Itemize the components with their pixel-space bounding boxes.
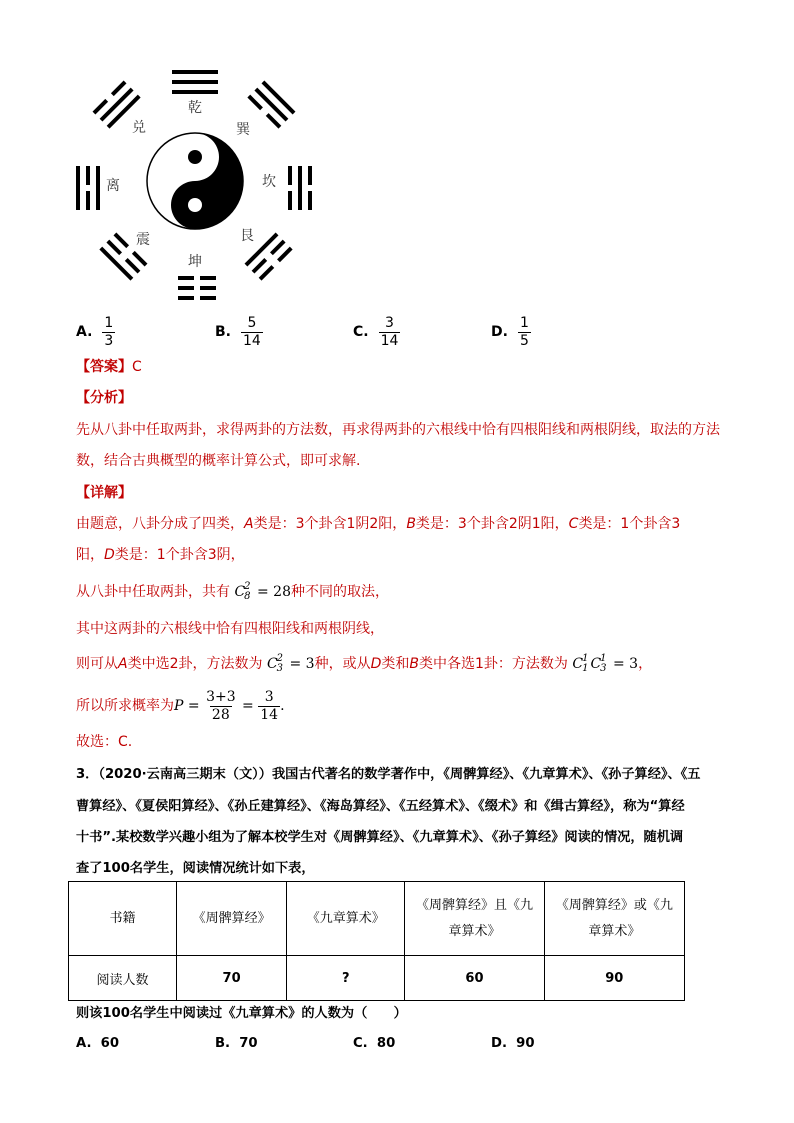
probability-formula: P = $\frac{3+3}{28}$ = $\frac{3}{14}$ .: [174, 688, 285, 723]
table-cell: 阅读人数: [69, 956, 177, 1001]
table-header-cell: 《周髀算经》且《九 章算术》: [405, 882, 544, 956]
fraction: $\frac{1}{5}$: [519, 314, 529, 349]
reading-stats-table: [68, 881, 685, 1001]
q3-line-4: 查了100名学生，阅读情况统计如下表，: [76, 861, 315, 876]
label-zhen: 震: [136, 232, 150, 248]
detail-line-6: 所以所求概率为 P = $\frac{3+3}{28}$ = $\frac{3}{14}$ .: [76, 688, 285, 723]
table-header-cell: 《周髀算经》: [176, 882, 286, 956]
label-kan: 坎: [262, 174, 276, 190]
table-header-cell: 《九章算术》: [287, 882, 405, 956]
label-xun: 巽: [236, 122, 250, 138]
fraction: $\frac{3}{14}$: [380, 314, 399, 349]
choice-b[interactable]: B. 70: [215, 1036, 258, 1051]
label-kun: 坤: [188, 254, 202, 270]
detail-line-4: 其中这两卦的六根线中恰有四根阳线和两根阴线，: [76, 621, 384, 637]
table-header-row: [69, 882, 685, 956]
answer-options: [76, 312, 726, 352]
bagua-figure: [70, 58, 320, 308]
option-c[interactable]: C. $\frac{3}{14}$: [353, 314, 399, 349]
option-a[interactable]: A. $\frac{1}{3}$: [76, 314, 114, 349]
choice-d[interactable]: D. 90: [491, 1036, 535, 1051]
option-d[interactable]: D. $\frac{1}{5}$: [491, 314, 529, 349]
table-cell: 60: [405, 956, 544, 1001]
choice-a[interactable]: A. 60: [76, 1036, 120, 1051]
detail-line-5: 则可从A类中选2卦，方法数为 C 2 3 = 3种，或从D类和B类中各选1卦：方法数为 C 1 1 C 1 3 = 3，: [76, 653, 653, 674]
label-gen: 艮: [240, 228, 254, 244]
detail-line-2: 阳，D类是：1个卦含3阴，: [76, 547, 245, 563]
table-cell: 90: [544, 956, 684, 1001]
detail-heading: 【详解】: [76, 485, 132, 501]
q3-choices: [76, 1036, 676, 1056]
analysis-heading: 【分析】: [76, 390, 132, 406]
table-row: [69, 956, 685, 1001]
combination-product: C 1 1 C 1 3 = 3: [572, 653, 639, 674]
choice-c[interactable]: C. 80: [353, 1036, 396, 1051]
trigram-kun: [178, 276, 216, 300]
trigram-li: [76, 166, 100, 210]
q3-line-3: 十书”.某校数学兴趣小组为了解本校学生对《周髀算经》、《九章算术》、《孙子算经》阅读的情况，随机调: [76, 830, 684, 845]
fraction: $\frac{1}{3}$: [104, 314, 114, 349]
table-header-cell: 《周髀算经》或《九 章算术》: [544, 882, 684, 956]
q3-line-2: 曹算经》、《夏侯阳算经》、《孙丘建算经》、《海岛算经》、《五经算术》、《缀术》和《缉古算经》，称为“算经: [76, 799, 685, 814]
trigram-kan: [288, 166, 312, 210]
combination-formula: C 2 3 = 3: [266, 653, 315, 674]
label-li: 离: [106, 178, 120, 194]
table-cell: 70: [176, 956, 286, 1001]
yin-yang-symbol: [147, 133, 243, 229]
table-cell: ?: [287, 956, 405, 1001]
q3-prompt: 则该100名学生中阅读过《九章算术》的人数为（ ）: [76, 1006, 407, 1021]
detail-line-3: 从八卦中任取两卦，共有 C 2 8 = 28种不同的取法，: [76, 581, 389, 602]
option-b[interactable]: B. $\frac{5}{14}$: [215, 314, 261, 349]
trigram-xun: [247, 81, 295, 129]
detail-line-1: 由题意，八卦分成了四类，A类是：3个卦含1阴2阳，B类是：3个卦含2阴1阳，C类是：1个卦含3: [76, 516, 681, 532]
bagua-diagram: [70, 58, 320, 308]
table-header-cell: 书籍: [69, 882, 177, 956]
answer-line: 【答案】C: [76, 359, 142, 375]
fraction: $\frac{5}{14}$: [243, 314, 261, 349]
trigram-qian: [172, 70, 218, 94]
q3-line-1: 3．（2020·云南高三期末（文））我国古代著名的数学著作中，《周髀算经》、《九章算术》、《孙子算经》、《五: [76, 767, 701, 782]
combination-formula: C 2 8 = 28: [234, 581, 291, 602]
detail-line-7: 故选：C.: [76, 734, 133, 750]
analysis-line-2: 数，结合古典概型的概率计算公式，即可求解.: [76, 453, 361, 469]
analysis-line-1: 先从八卦中任取两卦，求得两卦的方法数，再求得两卦的六根线中恰有四根阳线和两根阴线，取法的方法: [76, 422, 720, 438]
label-dui: 兑: [132, 120, 146, 136]
label-qian: 乾: [188, 100, 202, 116]
